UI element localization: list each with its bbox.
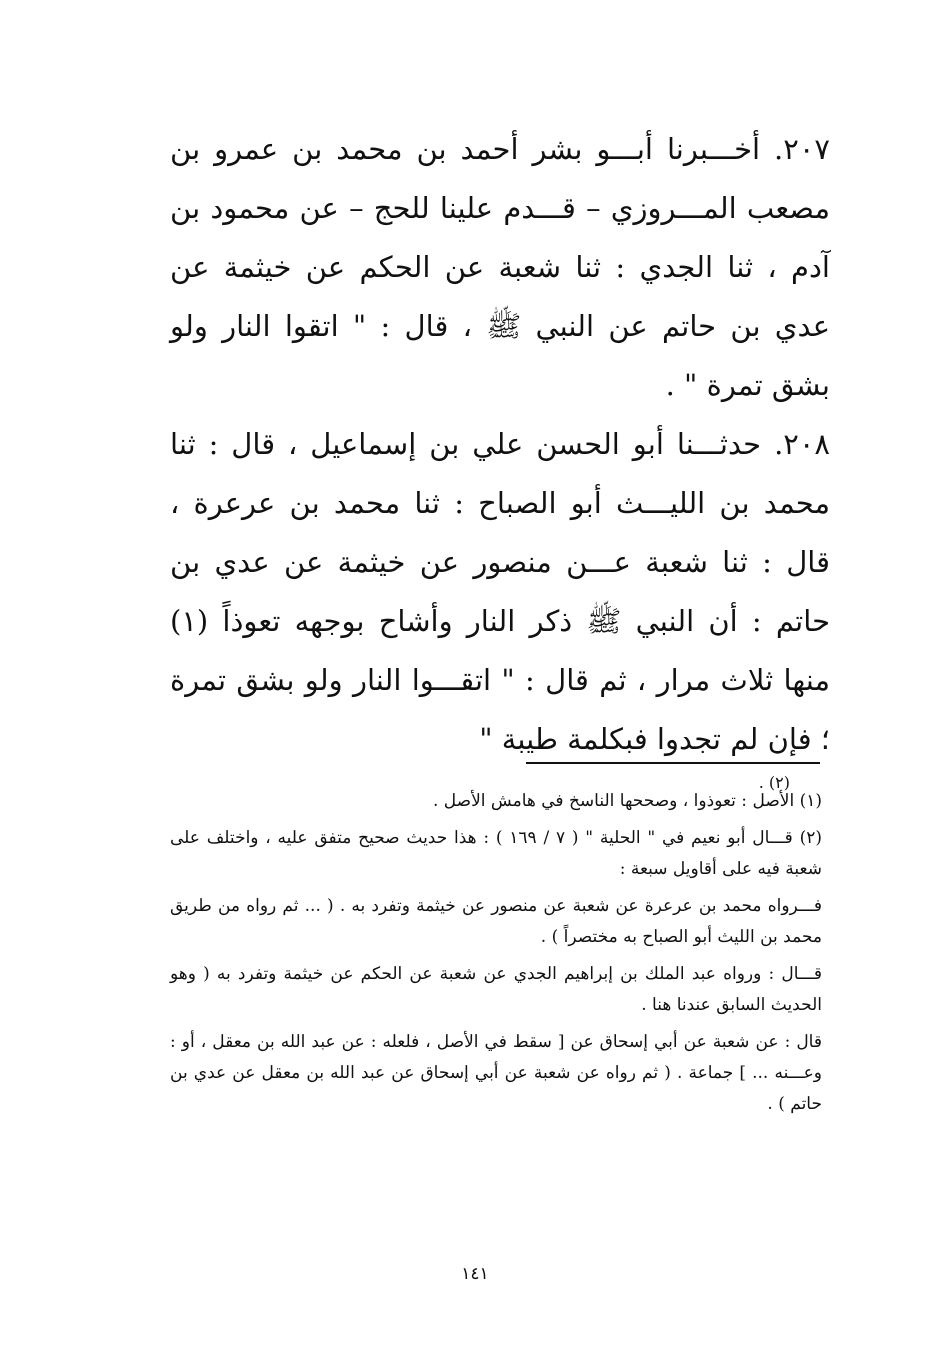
main-text-body	[170, 120, 830, 797]
page-number: ١٤١	[461, 1264, 489, 1284]
hadith-207	[170, 120, 830, 415]
footnote: (٢) قـــال أبو نعيم في " الحلية " ( ٧ / ١٦٩ ) : هذا حديث صحيح متفق عليه ، واختلف على شعبة فيه على أقاويل سبعة :	[170, 828, 822, 879]
hadith-number: ٢٠٧.	[774, 132, 830, 166]
footnote-divider	[526, 762, 820, 764]
hadith-text: أخـــبرنا أبـــو بشر أحمد بن محمد بن عمرو بن مصعب المـــروزي – قـــدم علينا للحج – عن محمود بن آدم ، ثنا الجدي : ثنا شعبة عن الحكم عن خيثمة عن عدي بن حاتم عن النبي ﷺ ، قال : " اتقوا النار ولو بشق تمرة " .	[170, 132, 830, 402]
hadith-text: حدثـــنا أبو الحسن علي بن إسماعيل ، قال : ثنا محمد بن الليـــث أبو الصباح : ثنا محمد بن عرعرة ، قال : ثنا شعبة عـــن منصور عن خيثمة عن عدي بن حاتم : أن النبي ﷺ ذكر النار وأشاح بوجهه تعوذاً (١) منها ثلاث مرار ، ثم قال : " اتقـــوا النار ولو بشق تمرة ؛ فإن لم تجدوا فبكلمة طيبة "	[170, 427, 830, 756]
footnotes-section	[170, 786, 822, 1126]
footnote-reference: (٢) .	[758, 773, 790, 792]
hadith-number: ٢٠٨.	[774, 427, 831, 461]
footnote: فـــرواه محمد بن عرعرة عن شعبة عن منصور عن خيثمة وتفرد به . ( ... ثم رواه من طريق محمد بن الليث أبو الصباح به مختصراً ) .	[170, 896, 822, 947]
footnote: قال : عن شعبة عن أبي إسحاق عن [ سقط في الأصل ، فلعله : عن عبد الله بن معقل ، أو : وعـــنه ... ] جماعة . ( ثم رواه عن شعبة عن أبي إسحاق عن عبد الله بن معقل عن عدي بن حاتم ) .	[170, 1032, 822, 1114]
footnote: (١) الأصل : تعوذوا ، وصححها الناسخ في هامش الأصل .	[432, 791, 822, 811]
footnote: قـــال : ورواه عبد الملك بن إبراهيم الجدي عن شعبة عن الحكم عن خيثمة وتفرد به ( وهو الحديث السابق عندنا هنا .	[170, 964, 822, 1015]
hadith-208	[170, 415, 830, 769]
